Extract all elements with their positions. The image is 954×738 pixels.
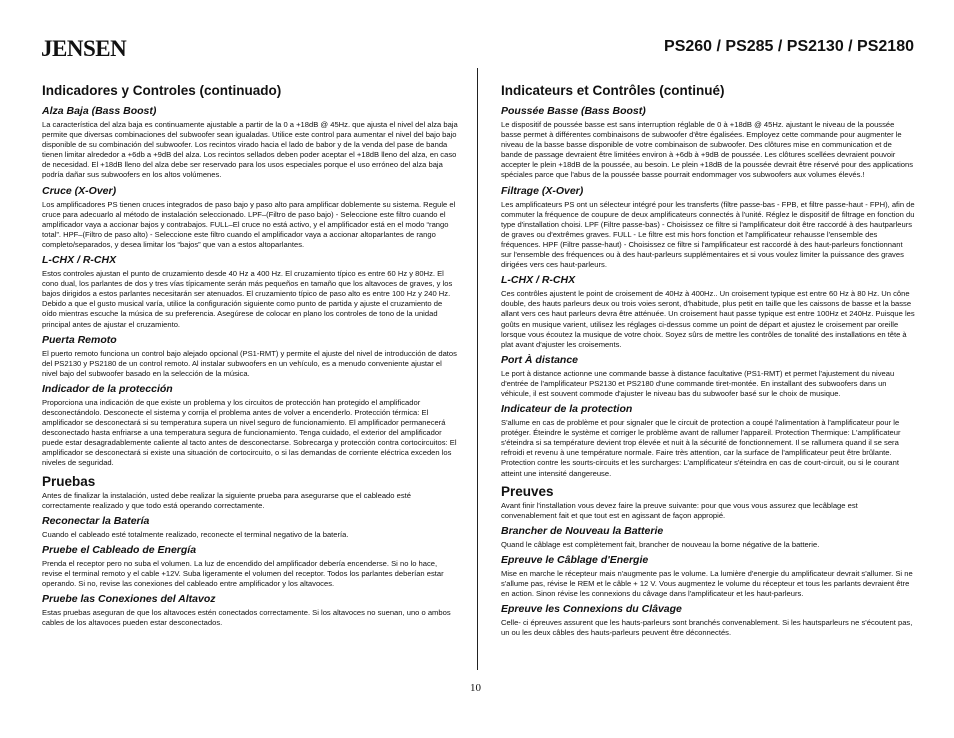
lchx-text: Ces contrôles ajustent le point de croisement de 40Hz à 400Hz.. Un croisement typique est entre 60 Hz à 80 Hz. Un cône double, des hauts parleurs deux ou trois voies seront, d'habitude, plus petit en taille que les caissons de basse et la basse allant vers ces haut parleurs devra être atténuée. Un croisement haut passe typique est entre 100Hz et 240Hz. Puisque les goûts en musique varient, utilisez les réglages ci-dessus comme un point de départ et ajustez le croisement par oreille lorsque vous écoutez la musique de votre choix. Soyez sûrs de mettre les contrôles de tonalité des installations en tête à plat avant d'ajuster les croisements. [501, 289, 915, 349]
remote-heading: Puerta Remoto [42, 333, 117, 346]
model-numbers: PS260 / PS285 / PS2130 / PS2180 [664, 38, 914, 55]
spanish-column [42, 82, 458, 630]
speakers-text: Estas pruebas aseguran de que los altavoces estén conectados correctamente. Si los altavoces no suenan, uno o ambos cables de los altavoces pueden estar desconectados. [42, 608, 451, 628]
remote-heading: Port À distance [501, 353, 579, 366]
battery-heading: Reconectar la Batería [42, 514, 150, 527]
protection-text: S'allume en cas de problème et pour signaler que le circuit de protection a coupé l'alimentation à l'amplificateur pour le protéger. Éteindre le système et corriger le problème avant de rallumer l'appareil. Protection Thermique: L'amplificateur s'éteindra si sa température devient trop élevée et nuit à la sécurité de fonctionnement. Il se rallumera quand il se sera refroidi et revenu à une température normale. Faire très attention, car la surface de l'amplificateur peut être brûlante. Protection contre les sourts-circuits et les surcharges: L'amplificateur s'éteindra en cas de court-circuit, ou si le courant atteint une intensité dangereuse. [501, 418, 901, 478]
bass-boost-heading: Poussée Basse (Bass Boost) [501, 105, 646, 117]
column-divider [477, 68, 478, 670]
tests-heading: Preuves [501, 483, 554, 499]
bass-boost-text: La característica del alza baja es continuamente ajustable a partir de la 0 a +18dB @ 45Hz. que ajusta el nivel del alza baja permite que diversas combinaciones del subwoofer sean igualadas. Utilice este control para aumentar el nivel del bajo bajo disponible de su combinación del subwoofer. Los recintos virado hacia el lado de babor y de la venda del pase de banda tienen limitar alrededor a +6db a +9dB del alza. Los recintos sellados deben poder aceptar el +18dB lleno del alza, en caso de necesidad. El +18dB lleno del alza debe ser reservado para los usos especiales porque el uso erróneo del alza baja podría dañar sus subwoofers en los altos volúmenes. [42, 120, 458, 180]
jensen-logo: JENSEN [41, 36, 127, 61]
lchx-heading: L-CHX / R-CHX [42, 254, 117, 267]
bass-boost-heading: Alza Baja (Bass Boost) [42, 105, 157, 117]
speakers-text: Celle- ci épreuves assurent que les hauts-parleurs sont branchés convenablement. Si les hautsparleurs ne s'écoutent pas, un ou les deux câbles des hauts-parleurs peuvent être déconnectés. [501, 618, 913, 638]
protection-heading: Indicador de la protección [42, 382, 173, 395]
tests-text: Antes de finalizar la instalación, usted debe realizar la siguiente prueba para asegurarse que el cableado esté correctamente realizado y que todo está operando correctamente. [42, 490, 411, 510]
speakers-heading: Pruebe las Conexiones del Altavoz [42, 593, 216, 606]
power-text: Prenda el receptor pero no suba el volumen. La luz de encendido del amplificador debería encenderse. Si no lo hace, revise el terminal remoto y el cable +12V. Suba ligeramente el volumen del receptor. Todos los parlantes deberían estar operando. Si no, revise las conexiones del cableado entre amplificador y los altavoces. [42, 558, 444, 588]
tests-heading: Pruebas [42, 473, 96, 489]
crossover-heading: Cruce (X-Over) [42, 184, 117, 197]
crossover-heading: Filtrage (X-Over) [501, 184, 584, 197]
power-heading: Pruebe el Cableado de Energía [42, 543, 197, 556]
lchx-heading: L-CHX / R-CHX [501, 274, 576, 287]
remote-text: El puerto remoto funciona un control bajo alejado opcional (PS1-RMT) y permite el ajuste del nivel de introducción de datos del PS2130 y PS2180 de un control remoto. Al instalar subwoofers en un vehículo, es a menudo conveniente ajustar el nivel bajo del subwoofer basado en la selección de la música. [42, 348, 457, 378]
section-title: Indicateurs et Contrôles (continué) [501, 83, 725, 98]
battery-text: Cuando el cableado esté totalmente realizado, reconecte el terminal negativo de la batería. [42, 529, 349, 539]
speakers-heading: Epreuve les Connexions du Clâvage [501, 603, 682, 616]
french-column [501, 82, 915, 640]
power-heading: Epreuve le Câblage d'Energie [501, 553, 649, 566]
battery-text: Quand le câblage est complètement fait, brancher de nouveau la borne négative de la batterie. [501, 539, 820, 549]
tests-text: Avant finir l'installation vous devez faire la preuve suivante: pour que vous vous assurez que lecâblage est convenablement fait et que tout est en agissant de façon appropié. [501, 500, 858, 520]
battery-heading: Brancher de Nouveau la Batterie [501, 524, 664, 537]
crossover-text: Los amplificadores PS tienen cruces integrados de paso bajo y paso alto para amplificar doblemente su sistema. Regule el cruce para adecuarlo al método de instalación seleccionado. LPF–(Filtro de paso bajo) - Seleccione este filtro cuando el amplificador vaya a accionar bajos y contrabajos. FULL–El cruce no está activo, y el amplificador está en el modo “rango total”. HPF–(Filtro de paso alto) - Seleccione este filtro cuando el amplificador vaya a accionar altoparlantes de rango completo/separados, y desea limitar los “bajos” que van a estos altoparlantes. [42, 199, 456, 249]
page-number: 10 [470, 682, 481, 694]
remote-text: Le port à distance actionne une commande basse à distance facultative (PS1-RMT) et permet l'ajustement du niveau d'entrée de l'amplificateur PS2130 et PS2180 d'une commande tiret-montée. En installant des subwoofers dans un véhicule, il est souvent commode d'ajuster le niveau bas du subwoofer basé sur le choix de musique. [501, 368, 895, 398]
section-title: Indicadores y Controles (continuado) [42, 83, 282, 98]
crossover-text: Les amplificateurs PS ont un sélecteur intégré pour les transferts (filtre passe-bas - FPB, et filtre passe-haut - FPH), afin de commuter la fréquence de coupure de deux amplificateurs connectés à l'unité. Réglez le dispositif de filtrage en fonction du type d'installation choisi. LPF (Filtre passe-bas) - Choisissez ce filtre si l'amplificateur doit être raccordé à des hautparleurs de graves ou d'extrêmes graves. FULL - Le filtre est mis hors fonction et l'amplificateur rehausse l'ensemble des fréquences. HPF (Filtre passe-haut) - Choisissez ce filtre si l'amplificateur est raccordé à des haut-parleurs fonctionnant sur l'ensemble des fréquences ou à des haut-parleurs supplémentaires et si vous voulez limiter la puissance des graves dirigées vers ces haut-parleurs. [501, 199, 915, 270]
bass-boost-text: Le dispositif de poussée basse est sans interruption réglable de 0 à +18dB @ 45Hz. ajustant le niveau de la poussée basse permet à différentes combinaisons de subwoofer d'être égalisées. Employez cette commande pour augmenter le niveau de la basse basse disponible de votre combinaison de subwoofer. Des clôtures mise en communication et de bande de passage devraient être limitées environ à +6db à +9dB de poussée. Les clôtures scellées devraient pouvoir accepter le plein +18dB de la poussée, au besoin. Le plein +18dB de la poussée devrait être réservé pour des applications spéciales parce que l'abus de la poussée basse pourrait endommager vos subwoofers aux volumes élevés.! [501, 120, 914, 180]
protection-text: Proporciona una indicación de que existe un problema y los circuitos de protección han protegido el amplificador desconectándolo. Desconecte el sistema y corrija el problema antes de volver a encenderlo. Protección térmica: El amplificador se desconectará si su temperatura supera un nivel seguro de funcionamiento. El amplificador permanecerá desconectado hasta enfriarse a una temperatura segura de funcionamiento. Tenga cuidado, el exterior del amplificador puede estar desagradablemente caliente al tacto antes de desconectarse. Sobrecarga y protección contra cortocircuitos: El amplificador se desconectará si existe una situación de cortocircuito, o si las demandas de corriente eléctrica exceden los niveles de seguridad. [42, 397, 457, 468]
protection-heading: Indicateur de la protection [501, 403, 633, 416]
power-text: Mise en marche le récepteur mais n'augmente pas le volume. La lumière d'energie du amplificateur devrait s'allumer. Si ne s'allume pas, révise le REM et le câble + 12 V. Vous augmentez le volume du récepteur et tous les parlants devraient être en action. Sinon révise les connexions du câvage dans l'amplificateur et les haut-parleurs. [501, 568, 913, 599]
lchx-text: Estos controles ajustan el punto de cruzamiento desde 40 Hz a 400 Hz. El cruzamiento típico es entre 60 Hz y 80Hz. El cono dual, los parlantes de dos y tres vías típicamente serán más pequeños en tamaño que los altavoces de graves, y los bajos dirigidos a estos parlantes necesitarán ser atenuados. El cruzamiento típico de paso alto es entre 100 Hz y 240 Hz. Debido a que el gusto musical varía, utilice la configuración siguiente como punto de partida y ajuste el cruzamiento de oído mientras escuche la música de su preferencia. Asegúrese de colocar en plano los controles de tono de la unidad principal antes de ajustar el cruzamiento. [42, 269, 453, 329]
